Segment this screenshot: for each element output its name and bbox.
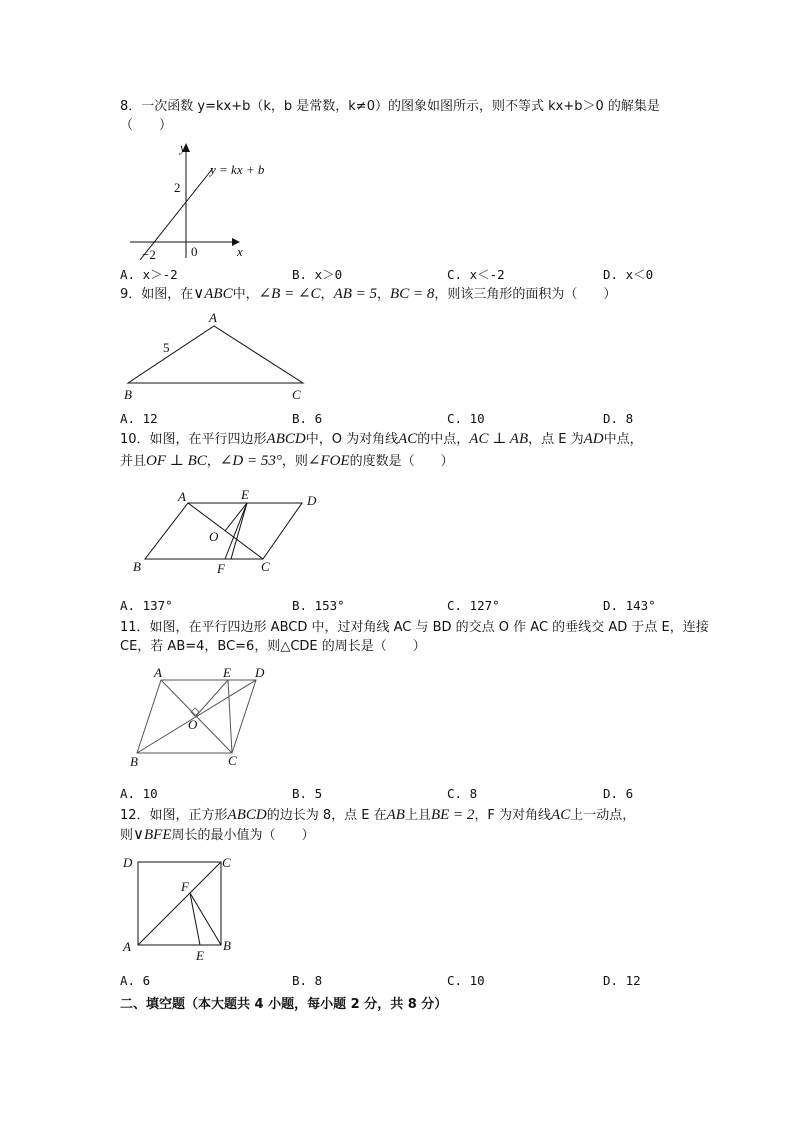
q10-label-c: C [261, 559, 270, 574]
q11-label-b: B [130, 754, 138, 769]
q10-label-o: O [209, 529, 219, 544]
q11-option-d[interactable]: D. 6 [603, 786, 634, 801]
q9-side-label: 5 [163, 340, 170, 355]
q12-option-b[interactable]: B. 8 [292, 973, 323, 988]
q8-stem: 8．一次函数 y=kx+b（k，b 是常数，k≠0）的图象如图所示，则不等式 kx+b＞0 的解集是 [120, 99, 660, 114]
q8-option-a[interactable]: A. x＞-2 [120, 267, 178, 282]
q9-option-c[interactable]: C. 10 [447, 411, 485, 426]
q10-label-a: A [178, 489, 186, 504]
q8-origin-label: 0 [191, 244, 198, 259]
q10-option-c[interactable]: C. 127° [447, 598, 500, 613]
q9-label-c: C [292, 387, 301, 402]
q10-figure [125, 485, 335, 580]
q12-label-c: C [222, 855, 231, 870]
q8-option-b[interactable]: B. x＞0 [292, 267, 343, 282]
q12-label-d: D [123, 855, 133, 870]
q9-options [120, 411, 680, 429]
q11-label-e: E [223, 665, 231, 680]
q10-stem-line1: 10．如图，在平行四边形ABCD中，O 为对角线AC的中点，AC ⊥ AB，点 E 为AD中点， [120, 431, 643, 447]
q8-x-axis-label: x [237, 244, 243, 259]
q9-label-a: A [209, 310, 217, 325]
q8-y-intercept: 2 [174, 180, 181, 195]
q9-option-d[interactable]: D. 8 [603, 411, 634, 426]
q11-options [120, 786, 680, 804]
q11-figure [128, 662, 278, 777]
q8-equation-label: y = kx + b [210, 162, 265, 177]
q8-paren: （ ） [120, 118, 173, 133]
q12-option-c[interactable]: C. 10 [447, 973, 485, 988]
q10-label-f: F [217, 561, 225, 576]
q11-option-b[interactable]: B. 5 [292, 786, 323, 801]
q8-x-intercept: −2 [142, 247, 156, 262]
q9-stem: 9．如图，在∨ABC中，∠B = ∠C，AB = 5，BC = 8，则该三角形的面积为（ ） [120, 286, 617, 302]
q10-label-e: E [241, 487, 249, 502]
q8-y-axis-label: y [180, 140, 186, 155]
q11-label-o: O [188, 717, 198, 732]
q12-label-e: E [196, 948, 204, 963]
q11-label-d: D [255, 665, 265, 680]
q11-label-c: C [228, 753, 237, 768]
q8-option-c[interactable]: C. x＜-2 [447, 267, 505, 282]
q12-options [120, 973, 680, 991]
q10-options [120, 598, 680, 616]
q12-option-a[interactable]: A. 6 [120, 973, 151, 988]
q9-label-b: B [124, 387, 132, 402]
q10-label-b: B [133, 559, 141, 574]
q12-label-a: A [123, 939, 131, 954]
q12-option-d[interactable]: D. 12 [603, 973, 641, 988]
section-2-heading: 二、填空题（本大题共 4 小题，每小题 2 分，共 8 分） [120, 997, 448, 1012]
q9-option-b[interactable]: B. 6 [292, 411, 323, 426]
q11-stem-line1: 11．如图，在平行四边形 ABCD 中，过对角线 AC 与 BD 的交点 O 作 AC 的垂线交 AD 于点 E，连接 [120, 620, 709, 635]
q10-option-a[interactable]: A. 137° [120, 598, 173, 613]
q9-option-a[interactable]: A. 12 [120, 411, 158, 426]
q8-option-d[interactable]: D. x＜0 [603, 267, 654, 282]
q11-label-a: A [154, 665, 162, 680]
q8-options [120, 265, 680, 283]
q10-option-b[interactable]: B. 153° [292, 598, 345, 613]
q12-label-f: F [181, 879, 189, 894]
q12-stem-line1: 12．如图，正方形ABCD的边长为 8，点 E 在AB上且BE = 2，F 为对角线AC上一动点， [120, 807, 636, 823]
q10-option-d[interactable]: D. 143° [603, 598, 656, 613]
q8-figure [120, 138, 280, 263]
q10-stem-line2: 并且OF ⊥ BC，∠D = 53°，则∠FOE的度数是（ ） [120, 453, 454, 469]
q11-option-a[interactable]: A. 10 [120, 786, 158, 801]
q11-stem-line2: CE，若 AB=4，BC=6，则△CDE 的周长是（ ） [120, 639, 426, 654]
q12-stem-line2: 则∨BFE周长的最小值为（ ） [120, 827, 315, 843]
q10-label-d: D [307, 493, 317, 508]
q12-label-b: B [223, 938, 231, 953]
q12-figure [118, 850, 243, 965]
q9-figure [120, 310, 320, 405]
q11-option-c[interactable]: C. 8 [447, 786, 478, 801]
